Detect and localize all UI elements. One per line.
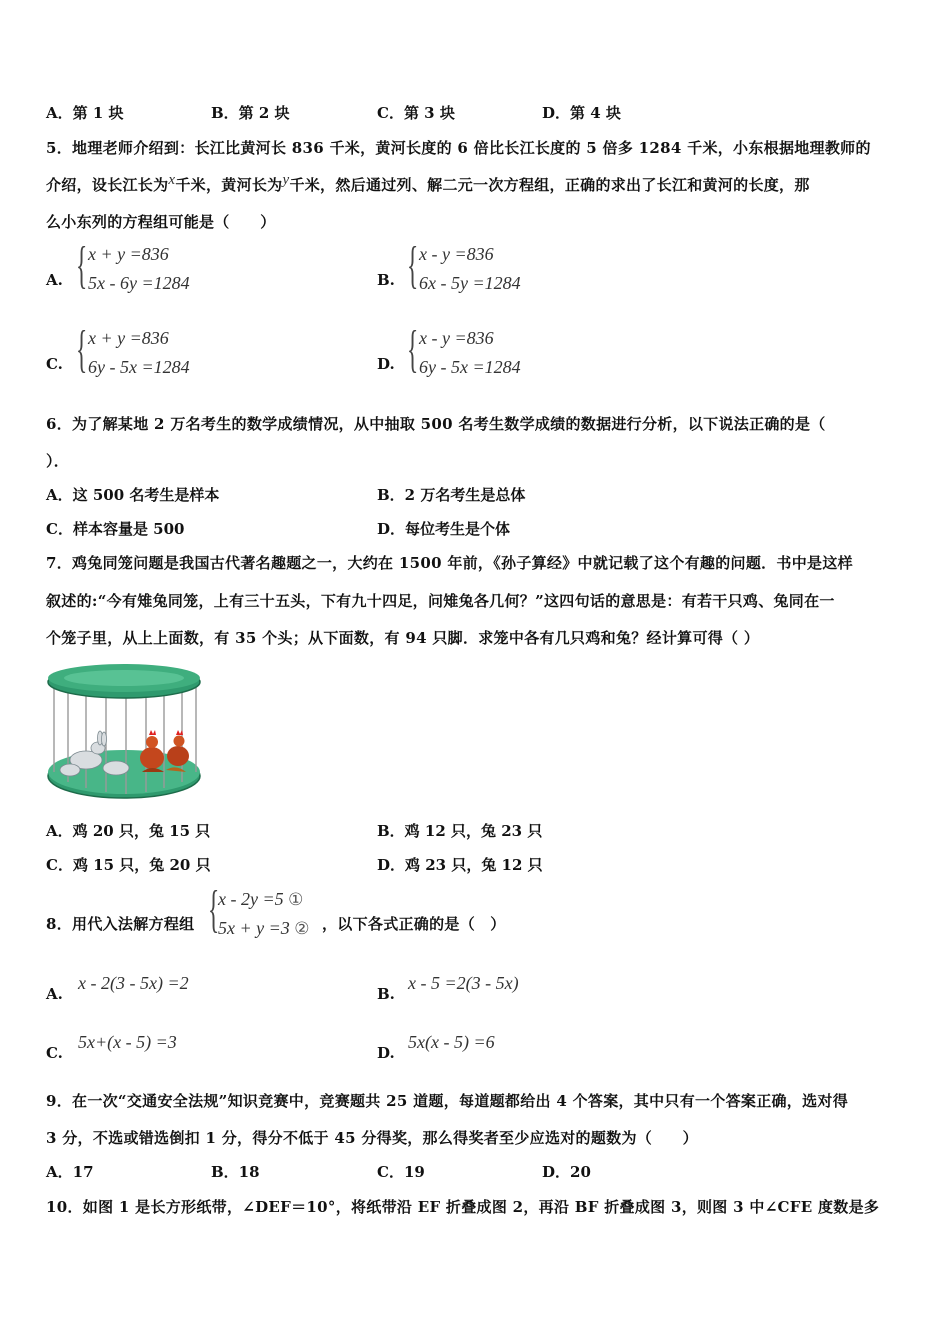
- q8-option-b-expr: x - 5 =2(3 - 5x): [408, 973, 519, 993]
- q8-stem-prefix: 8．用代入法解方程组: [46, 915, 195, 933]
- q6-stem-line2: ）．: [46, 452, 70, 470]
- q5-option-d-label[interactable]: D.: [377, 355, 395, 373]
- q4-option-b[interactable]: B．第 2 块: [211, 104, 290, 122]
- var-y: y: [282, 172, 290, 188]
- q5-option-a-eq2: 5x - 6y =1284: [88, 273, 190, 293]
- q8-option-d-label[interactable]: D.: [377, 1044, 395, 1062]
- q9-option-c[interactable]: C．19: [377, 1163, 425, 1181]
- q8-system-eq1: x - 2y =5 ①: [218, 889, 304, 909]
- q9-stem-line2: 3 分，不选或错选倒扣 1 分，得分不低于 45 分得奖，那么得奖者至少应选对的题数为（ ）: [46, 1129, 698, 1147]
- q7-option-b[interactable]: B．鸡 12 只，兔 23 只: [377, 822, 543, 840]
- q5-option-a-label[interactable]: A.: [46, 271, 63, 289]
- q4-option-d[interactable]: D．第 4 块: [542, 104, 621, 122]
- q7-option-c[interactable]: C．鸡 15 只，兔 20 只: [46, 856, 211, 874]
- q5-option-b-eq1: x - y =836: [419, 244, 494, 264]
- q5-option-b-eq2: 6x - 5y =1284: [419, 273, 521, 293]
- q8-option-d-expr: 5x(x - 5) =6: [408, 1032, 495, 1052]
- q6-option-d[interactable]: D．每位考生是个体: [377, 520, 511, 538]
- q6-stem-line1: 6．为了解某地 2 万名考生的数学成绩情况，从中抽取 500 名考生数学成绩的数据进行分析，以下说法正确的是（: [46, 415, 826, 433]
- q7-option-d[interactable]: D．鸡 23 只，兔 12 只: [377, 856, 543, 874]
- q7-stem-line1: 7．鸡兔同笼问题是我国古代著名趣题之一，大约在 1500 年前，《孙子算经》中就记载了这个有趣的问题．书中是这样: [46, 554, 853, 572]
- q5-stem-line3: 么小东列的方程组可能是（ ）: [46, 213, 276, 231]
- q7-stem-line2: 叙述的:“今有雉兔同笼，上有三十五头，下有九十四足，问雉兔各几何？”这四句话的意思是：有若干只鸡、兔同在一: [46, 592, 835, 610]
- q9-option-a[interactable]: A．17: [46, 1163, 94, 1181]
- q8-option-a-label[interactable]: A.: [46, 985, 63, 1003]
- q5-option-c-eq1: x + y =836: [88, 328, 169, 348]
- q8-system-eq2: 5x + y =3 ②: [218, 918, 310, 938]
- q5-option-a-eq1: x + y =836: [88, 244, 169, 264]
- brace-icon: {: [76, 321, 88, 378]
- q4-option-a[interactable]: A．第 1 块: [46, 104, 124, 122]
- q7-stem-line3: 个笼子里，从上上面数，有 35 个头；从下面数，有 94 只脚．求笼中各有几只鸡和兔？经计算可得（ ）: [46, 629, 760, 647]
- brace-icon: {: [407, 321, 419, 378]
- q10-stem-line1: 10．如图 1 是长方形纸带，∠DEF＝10°，将纸带沿 EF 折叠成图 2，再沿 BF 折叠成图 3，则图 3 中∠CFE 度数是多: [46, 1198, 880, 1216]
- chicken-rabbit-cage-illustration: [46, 664, 204, 802]
- q7-option-a[interactable]: A．鸡 20 只，兔 15 只: [46, 822, 211, 840]
- q5-option-b-label[interactable]: B.: [377, 271, 395, 289]
- q8-option-a-expr: x - 2(3 - 5x) =2: [78, 973, 189, 993]
- brace-icon: {: [208, 881, 220, 938]
- q4-option-c[interactable]: C．第 3 块: [377, 104, 455, 122]
- q6-option-c[interactable]: C．样本容量是 500: [46, 520, 185, 538]
- q5-option-c-label[interactable]: C.: [46, 355, 63, 373]
- var-x: x: [168, 172, 176, 188]
- q8-option-b-label[interactable]: B.: [377, 985, 395, 1003]
- q5-option-d-eq1: x - y =836: [419, 328, 494, 348]
- q8-option-c-expr: 5x+(x - 5) =3: [78, 1032, 177, 1052]
- q5-option-d-eq2: 6y - 5x =1284: [419, 357, 521, 377]
- q8-option-c-label[interactable]: C.: [46, 1044, 63, 1062]
- brace-icon: {: [76, 237, 88, 294]
- q5-stem-line2: 介绍，设长江长为x千米，黄河长为y千米，然后通过列、解二元一次方程组，正确的求出了长江和黄河的长度，那: [46, 172, 810, 194]
- brace-icon: {: [407, 237, 419, 294]
- q8-stem-suffix: ，以下各式正确的是（ ）: [322, 915, 506, 933]
- q9-option-d[interactable]: D．20: [542, 1163, 591, 1181]
- q6-option-b[interactable]: B．2 万名考生是总体: [377, 486, 526, 504]
- q5-stem-line1: 5．地理老师介绍到：长江比黄河长 836 千米，黄河长度的 6 倍比长江长度的 5 倍多 1284 千米，小东根据地理教师的: [46, 139, 871, 157]
- q5-option-c-eq2: 6y - 5x =1284: [88, 357, 190, 377]
- q9-stem-line1: 9．在一次“交通安全法规”知识竞赛中，竞赛题共 25 道题，每道题都给出 4 个答案，其中只有一个答案正确，选对得: [46, 1092, 848, 1110]
- q6-option-a[interactable]: A．这 500 名考生是样本: [46, 486, 220, 504]
- q9-option-b[interactable]: B．18: [211, 1163, 260, 1181]
